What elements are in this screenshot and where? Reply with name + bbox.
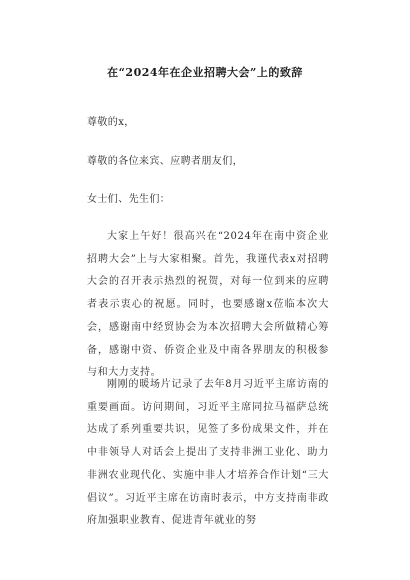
salutation-line: 尊敬的x， [87, 117, 135, 128]
document-title: 在“2024年在企业招聘大会”上的致辞 [107, 66, 303, 79]
body-paragraph: 大家上午好！很高兴在“2024年在南中资企业招聘大会”上与大家相聚。首先，我谨代表x对招聘大会的召开表示热烈的祝贺，对每一位到来的应聘者表示衷心的祝愿。同时，也要感谢x莅临本次大会，感谢南中经贸协会为本次招聘大会所做精心筹备，感谢中资、侨资企业及中南各界朋友的积极参与和大力支持。 [87, 231, 329, 379]
salutation-line: 女士们、先生们： [87, 194, 171, 205]
salutation-line: 尊敬的各位来宾、应聘者朋友们， [87, 156, 243, 167]
body-paragraph: 刚刚的暖场片记录了去年8月习近平主席访南的重要画面。访问期间，习近平主席同拉马福萨总统达成了系列重要共识，见签了多份成果文件，并在中非领导人对话会上提出了支持非洲工业化、助力非洲农业现代化、实施中非人才培养合作计划“三大倡议”。习近平主席在访南时表示，中方支持南非政府加强职业教育、促进青年就业的努 [87, 379, 329, 527]
